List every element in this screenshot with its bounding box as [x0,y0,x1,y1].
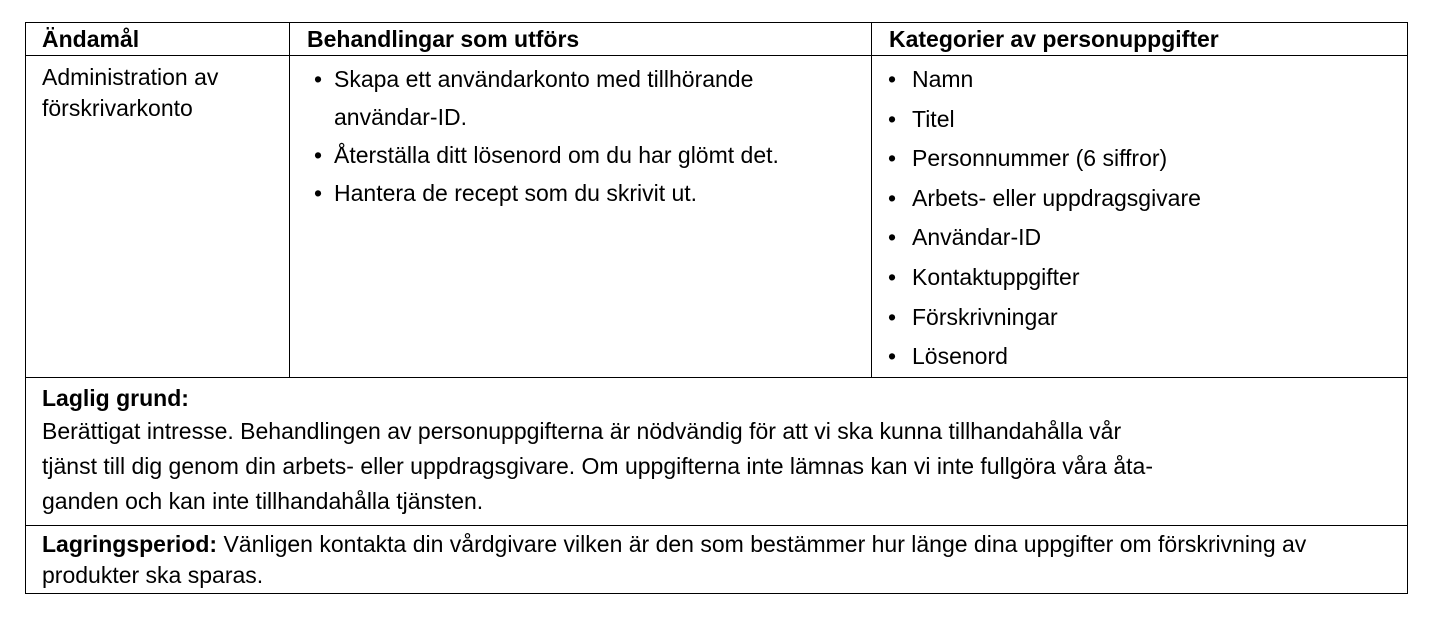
list-item [314,174,871,212]
categories-cell [872,56,1408,378]
processing-cell [290,56,872,378]
header-categories: Kategorier av personuppgifter [872,23,1408,56]
bullet-icon: • [314,180,323,206]
legal-basis-row [26,377,1408,525]
list-item [888,60,1407,100]
category-item-text: Lösenord [912,343,1008,370]
storage-period-text: Vänligen kontakta din vårdgivare vilken är den som bestämmer hur länge dina uppgifter om förskrivning av produkter ska sparas. [42,530,1307,588]
processing-list [314,60,871,212]
storage-period-label: Lagringsperiod: [42,530,218,557]
table-header-row [26,23,1408,56]
purpose-text-line: Administration av [42,64,219,90]
bullet-icon: • [888,145,897,172]
list-item [314,60,871,136]
purpose-text-line: förskrivarkonto [42,95,193,121]
category-item-text: Förskrivningar [912,303,1058,330]
list-item [314,136,871,174]
processing-item-text: Hantera de recept som du skrivit ut. [334,180,698,206]
list-item [888,298,1407,338]
bullet-icon: • [888,263,897,290]
bullet-icon: • [314,142,323,168]
bullet-icon: • [888,303,897,330]
category-item-text: Kontaktuppgifter [912,263,1080,290]
bullet-icon: • [888,184,897,211]
personal-data-table [25,22,1408,594]
list-item [888,258,1407,298]
bullet-icon: • [888,105,897,132]
category-item-text: Personnummer (6 siffror) [912,145,1168,172]
purpose-cell [26,56,290,378]
bullet-icon: • [888,224,897,251]
list-item [888,100,1407,140]
header-purpose: Ändamål [26,23,290,56]
categories-list [888,60,1407,377]
storage-period-cell [26,525,1408,593]
processing-item-text: Skapa ett användarkonto med tillhörande användar-ID. [334,66,754,130]
legal-basis-text-line: tjänst till dig genom din arbets- eller uppdragsgivare. Om uppgifterna inte lämnas kan vi inte fullgöra våra åta- [42,452,1153,479]
legal-basis-cell [26,377,1408,525]
legal-basis-heading: Laglig grund: [42,384,189,411]
category-item-text: Arbets- eller uppdragsgivare [912,184,1201,211]
category-item-text: Användar-ID [912,224,1042,251]
bullet-icon: • [888,343,897,370]
legal-basis-text-line: Berättigat intresse. Behandlingen av personuppgifterna är nödvändig för att vi ska kunna tillhandahålla vår [42,417,1122,444]
list-item [888,218,1407,258]
table-row [26,56,1408,378]
processing-item-text: Återställa ditt lösenord om du har glömt det. [334,142,779,168]
list-item [888,179,1407,219]
storage-period-row [26,525,1408,593]
bullet-icon: • [888,66,897,92]
header-processing: Behandlingar som utförs [290,23,872,56]
bullet-icon: • [314,66,323,92]
legal-basis-text-line: ganden och kan inte tillhandahålla tjänsten. [42,487,484,514]
list-item [888,139,1407,179]
list-item [888,337,1407,377]
category-item-text: Titel [912,105,955,132]
category-item-text: Namn [912,66,974,92]
